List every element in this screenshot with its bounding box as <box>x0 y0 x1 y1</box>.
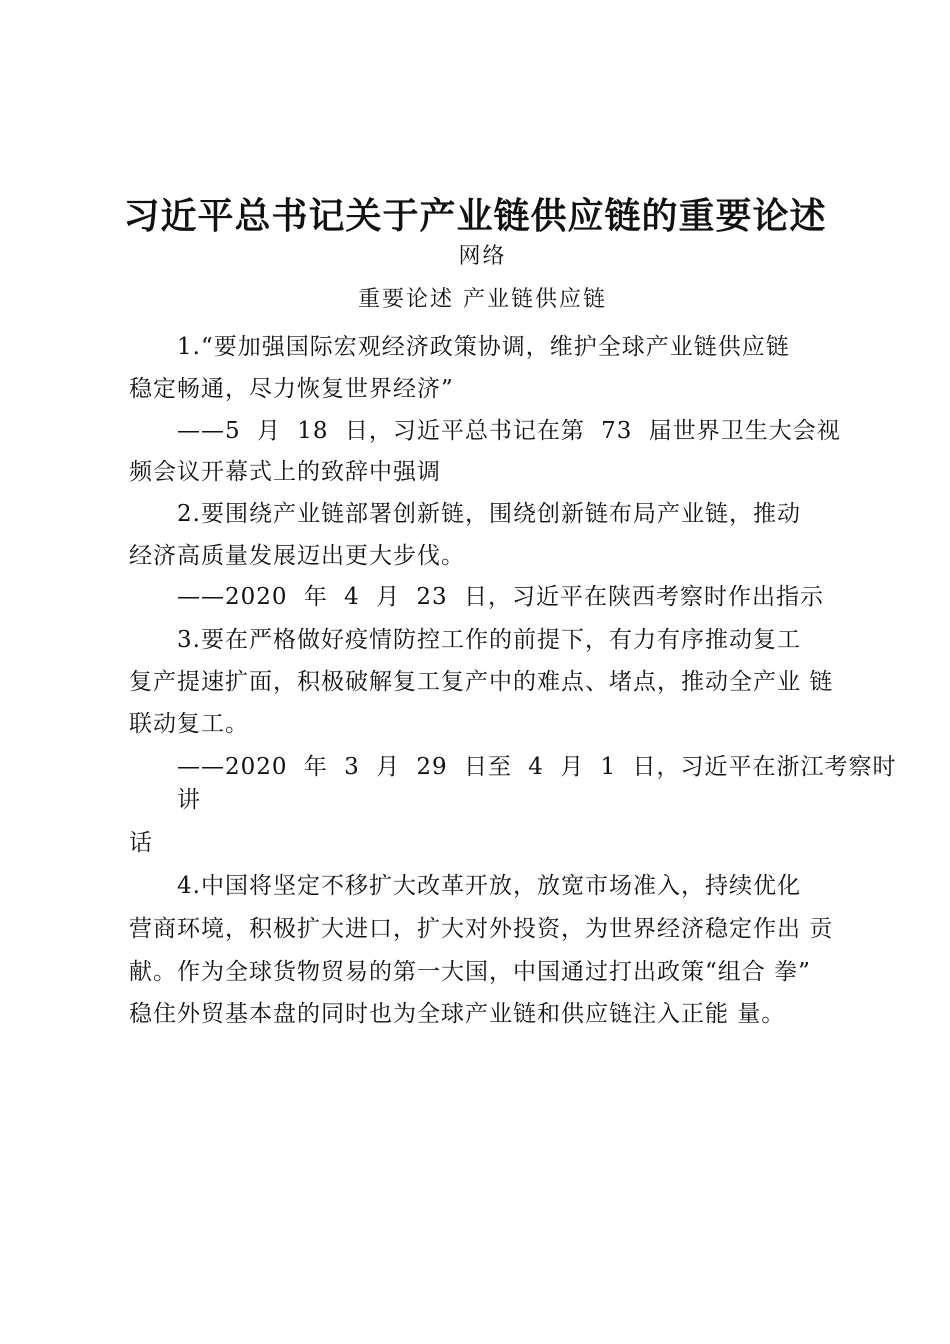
item-2-quote-line-1: 2.要围绕产业链部署创新链，围绕创新链布局产业链，推动 <box>177 501 801 527</box>
item-2-attribution-line-1: ——2020 年 4 月 23 日，习近平在陕西考察时作出指示 <box>177 584 824 610</box>
item-3-attribution-line-3: 话 <box>129 830 153 856</box>
document-keywords: 重要论述 产业链供应链 <box>358 287 607 312</box>
item-3-attribution-line-2: 讲 <box>177 787 201 813</box>
document-title: 习近平总书记关于产业链供应链的重要论述 <box>123 195 827 237</box>
item-1-quote-line-2: 稳定畅通，尽力恢复世界经济” <box>129 376 454 402</box>
item-1-attribution-line-2: 频会议开幕式上的致辞中强调 <box>129 459 441 485</box>
item-2-quote-line-2: 经济高质量发展迈出更大步伐。 <box>129 543 465 569</box>
item-4-quote-line-2: 营商环境，积极扩大进口，扩大对外投资，为世界经济稳定作出 贡 <box>129 916 834 942</box>
item-3-quote-line-3: 联动复工。 <box>129 711 249 737</box>
item-4-quote-line-4: 稳住外贸基本盘的同时也为全球产业链和供应链注入正能 量。 <box>129 1001 786 1027</box>
item-1-quote-line-1: 1.“要加强国际宏观经济政策协调，维护全球产业链供应链 <box>177 334 790 360</box>
item-3-quote-line-1: 3.要在严格做好疫情防控工作的前提下，有力有序推动复工 <box>177 627 801 653</box>
item-4-quote-line-3: 献。作为全球货物贸易的第一大国，中国通过打出政策“组合 拳” <box>129 959 811 985</box>
item-3-attribution-line-1: ——2020 年 3 月 29 日至 4 月 1 日，习近平在浙江考察时 <box>177 754 897 780</box>
item-4-quote-line-1: 4.中国将坚定不移扩大改革开放，放宽市场准入，持续优化 <box>177 873 801 899</box>
item-3-quote-line-2: 复产提速扩面，积极破解复工复产中的难点、堵点，推动全产业 链 <box>129 669 834 695</box>
item-1-attribution-line-1: ——5 月 18 日，习近平总书记在第 73 届世界卫生大会视 <box>177 418 841 444</box>
document-source: 网络 <box>458 244 507 269</box>
